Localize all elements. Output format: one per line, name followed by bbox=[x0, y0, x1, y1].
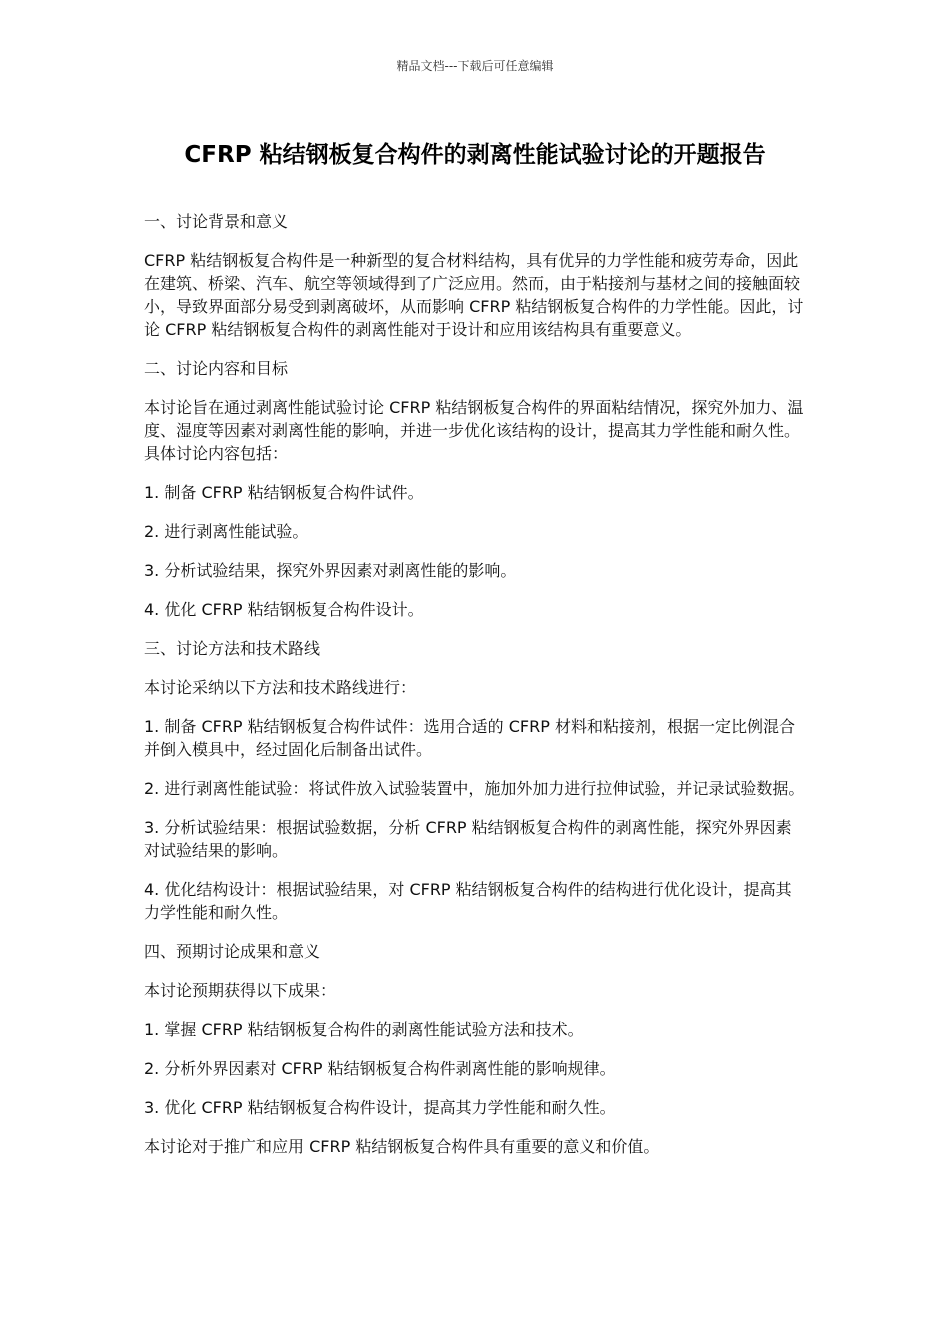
list-item-content-1: 1. 制备 CFRP 粘结钢板复合构件试件。 bbox=[144, 483, 424, 502]
document-body bbox=[144, 210, 806, 1174]
section-heading-outcomes: 四、预期讨论成果和意义 bbox=[144, 942, 321, 961]
section-heading-background: 一、讨论背景和意义 bbox=[144, 212, 289, 231]
page-header-note: 精品文档---下载后可任意编辑 bbox=[396, 59, 554, 73]
list-item-outcome-3: 3. 优化 CFRP 粘结钢板复合构件设计，提高其力学性能和耐久性。 bbox=[144, 1098, 616, 1117]
list-item-method-3: 3. 分析试验结果：根据试验数据，分析 CFRP 粘结钢板复合构件的剥离性能，探究外界因素对试验结果的影响。 bbox=[144, 818, 792, 860]
list-item-method-1: 1. 制备 CFRP 粘结钢板复合构件试件：选用合适的 CFRP 材料和粘接剂，根据一定比例混合并倒入模具中，经过固化后制备出试件。 bbox=[144, 717, 795, 759]
list-item-method-2: 2. 进行剥离性能试验：将试件放入试验装置中，施加外加力进行拉伸试验，并记录试验数据。 bbox=[144, 779, 805, 798]
section-heading-content-goals: 二、讨论内容和目标 bbox=[144, 359, 289, 378]
paragraph-content-goals: 本讨论旨在通过剥离性能试验讨论 CFRP 粘结钢板复合构件的界面粘结情况，探究外加力、温度、湿度等因素对剥离性能的影响，并进一步优化该结构的设计，提高其力学性能和耐久性。具体讨论内容包括： bbox=[144, 398, 804, 463]
paragraph-outcomes-intro: 本讨论预期获得以下成果： bbox=[144, 981, 337, 1000]
list-item-method-4: 4. 优化结构设计：根据试验结果，对 CFRP 粘结钢板复合构件的结构进行优化设计，提高其力学性能和耐久性。 bbox=[144, 880, 792, 922]
list-item-outcome-1: 1. 掌握 CFRP 粘结钢板复合构件的剥离性能试验方法和技术。 bbox=[144, 1020, 584, 1039]
list-item-content-3: 3. 分析试验结果，探究外界因素对剥离性能的影响。 bbox=[144, 561, 517, 580]
list-item-content-4: 4. 优化 CFRP 粘结钢板复合构件设计。 bbox=[144, 600, 424, 619]
document-title: CFRP 粘结钢板复合构件的剥离性能试验讨论的开题报告 bbox=[184, 142, 766, 168]
section-heading-methods: 三、讨论方法和技术路线 bbox=[144, 639, 321, 658]
list-item-content-2: 2. 进行剥离性能试验。 bbox=[144, 522, 309, 541]
paragraph-methods-intro: 本讨论采纳以下方法和技术路线进行： bbox=[144, 678, 417, 697]
list-item-outcome-2: 2. 分析外界因素对 CFRP 粘结钢板复合构件剥离性能的影响规律。 bbox=[144, 1059, 616, 1078]
paragraph-background: CFRP 粘结钢板复合构件是一种新型的复合材料结构，具有优异的力学性能和疲劳寿命，因此在建筑、桥梁、汽车、航空等领域得到了广泛应用。然而，由于粘接剂与基材之间的接触面较小，导致界面部分易受到剥离破坏，从而影响 CFRP 粘结钢板复合构件的力学性能。因此，讨论 CFRP 粘结钢板复合构件的剥离性能对于设计和应用该结构具有重要意义。 bbox=[144, 251, 804, 339]
paragraph-conclusion: 本讨论对于推广和应用 CFRP 粘结钢板复合构件具有重要的意义和价值。 bbox=[144, 1137, 660, 1156]
